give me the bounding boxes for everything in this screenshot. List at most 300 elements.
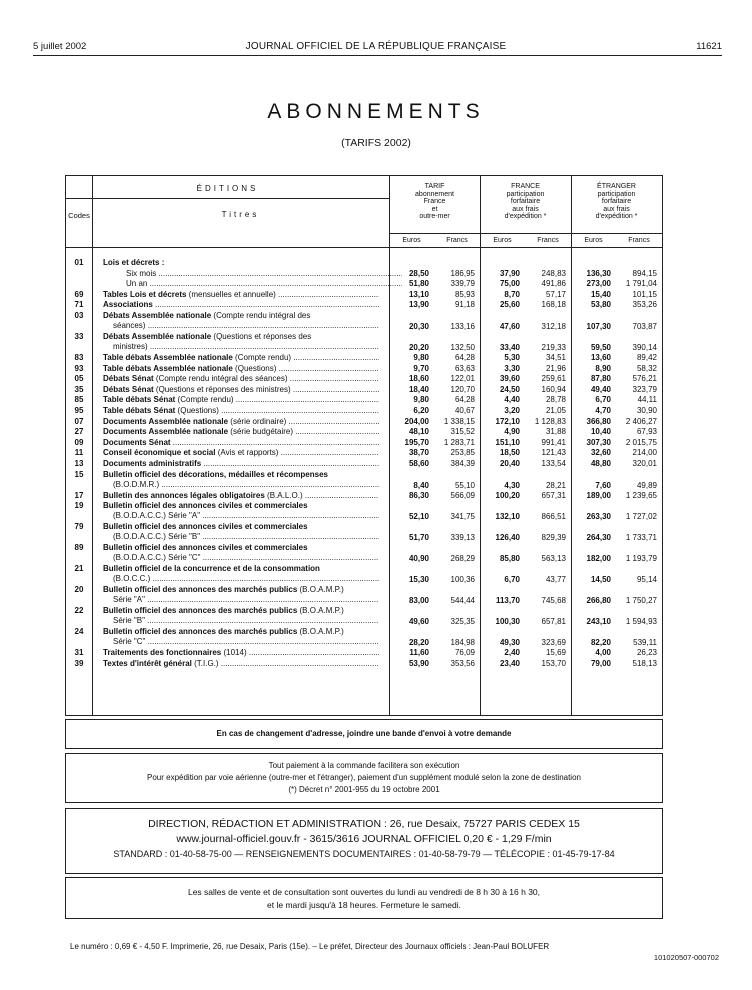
row-title — [103, 438, 379, 447]
price-euros: 86,30 — [408, 490, 429, 500]
price-euros: 113,70 — [495, 596, 520, 606]
row-title — [103, 395, 379, 404]
price-francs: 133,16 — [450, 322, 475, 331]
price-francs: 253,85 — [450, 448, 475, 458]
direction-address: DIRECTION, RÉDACTION ET ADMINISTRATION : 26, rue Desaix, 75727 PARIS CEDEX 15 — [148, 818, 580, 830]
row-title-bold: Conseil économique et social — [103, 448, 216, 458]
row-title — [103, 448, 379, 457]
tariff-table — [65, 175, 663, 716]
price-euros: 4,70 — [595, 406, 611, 415]
table-row — [66, 374, 662, 385]
row-title — [103, 311, 379, 331]
price-francs: 58,32 — [636, 363, 657, 373]
row-title — [126, 269, 402, 278]
price-francs: 2 015,75 — [625, 437, 657, 447]
price-euros: 40,90 — [408, 554, 429, 564]
price-euros: 4,00 — [595, 648, 611, 658]
table-row — [66, 627, 662, 648]
price-francs: 153,70 — [541, 658, 566, 668]
price-francs: 1 733,71 — [625, 533, 657, 543]
row-title-text: (Questions) — [175, 406, 219, 415]
price-francs: 91,18 — [454, 300, 475, 310]
tarif-header: TARIF abonnement France et outre-mer — [415, 183, 454, 220]
price-euros: 4,30 — [504, 480, 520, 490]
row-title-bold: Documents Sénat — [103, 437, 171, 447]
row-code: 19 — [74, 501, 84, 511]
price-euros: 51,80 — [408, 279, 429, 289]
price-euros: 15,30 — [408, 575, 429, 585]
table-row — [66, 332, 662, 353]
row-title-text: (Compte rendu intégral des séances) — [153, 374, 288, 384]
titres-header: Titres — [221, 210, 260, 219]
row-title — [103, 258, 379, 267]
table-row — [66, 491, 662, 502]
row-title-bold: Table débats Assemblée nationale — [103, 363, 233, 373]
price-euros: 100,30 — [495, 617, 520, 627]
price-francs: 85,93 — [454, 289, 475, 299]
price-francs: 544,44 — [450, 596, 475, 606]
price-euros: 24,50 — [499, 384, 520, 394]
row-title-text: (Compte rendu intégral des — [211, 311, 311, 320]
row-title — [103, 659, 379, 668]
row-code: 85 — [74, 395, 84, 405]
price-euros: 82,20 — [590, 638, 611, 648]
price-euros: 47,60 — [499, 322, 520, 331]
row-title-text: (Questions) — [232, 363, 277, 373]
direction-web: www.journal-officiel.gouv.fr - 3615/3616 JOURNAL OFFICIEL 0,20 € - 1,29 F/min — [176, 833, 552, 845]
price-euros: 33,40 — [499, 343, 520, 352]
table-row — [66, 585, 662, 606]
price-euros: 28,20 — [408, 638, 429, 648]
row-code: 79 — [74, 522, 84, 532]
page-subtitle: (TARIFS 2002) — [341, 137, 411, 149]
price-francs: 320,01 — [632, 459, 657, 468]
row-code: 13 — [74, 459, 84, 468]
price-euros: 79,00 — [590, 658, 611, 668]
row-title-continuation: (B.O.D.A.C.C.) Série "B" — [113, 532, 201, 542]
price-euros: 39,60 — [499, 374, 520, 384]
price-euros: 9,80 — [413, 395, 429, 405]
price-euros: 14,50 — [590, 575, 611, 585]
price-francs: 248,83 — [541, 268, 566, 278]
row-code: 21 — [74, 564, 84, 574]
price-francs: 1 791,04 — [625, 279, 657, 289]
price-euros: 151,10 — [495, 437, 520, 447]
row-title-continuation: séances) — [113, 321, 146, 330]
price-euros: 264,30 — [586, 533, 611, 543]
price-euros: 20,30 — [408, 322, 429, 331]
row-title-text: (B.O.A.M.P.) — [297, 585, 344, 595]
direction-phones: STANDARD : 01-40-58-75-00 — RENSEIGNEMENTS DOCUMENTAIRES : 01-40-58-79-79 — TÉLÉCOPIE : 01-45-79-17-84 — [113, 849, 615, 859]
row-title-bold: Débats Assemblée nationale — [103, 311, 212, 320]
price-euros: 49,30 — [499, 638, 520, 648]
decree-line: (*) Décret n° 2001-955 du 19 octobre 2001 — [288, 785, 440, 794]
row-title-text: (T.I.G.) — [191, 658, 219, 668]
price-francs: 64,28 — [454, 353, 475, 362]
price-euros: 100,20 — [495, 490, 520, 500]
row-title-bold: Lois et décrets : — [103, 258, 165, 267]
price-euros: 3,20 — [504, 406, 520, 415]
price-euros: 189,00 — [586, 490, 611, 500]
table-row — [66, 501, 662, 522]
price-euros: 195,70 — [404, 437, 429, 447]
header-rule — [33, 55, 722, 56]
price-francs: 101,15 — [632, 289, 657, 299]
row-title — [103, 459, 379, 468]
price-euros: 172,10 — [495, 416, 520, 426]
table-row — [66, 564, 662, 585]
row-title-bold: Bulletin officiel des annonces des marchés publics — [103, 606, 298, 616]
unit-francs: Francs — [537, 237, 559, 244]
row-title-text: (série ordinaire) — [228, 416, 287, 426]
row-title-text: (Questions et réponses des — [211, 332, 312, 341]
etranger-header: ÉTRANGER participation forfaitaire aux frais d'expédition * — [595, 183, 638, 220]
price-francs: 268,29 — [450, 554, 475, 564]
price-francs: 26,23 — [636, 648, 657, 658]
row-title — [103, 543, 379, 563]
price-euros: 6,20 — [413, 406, 429, 415]
price-euros: 87,80 — [590, 374, 611, 384]
price-euros: 20,20 — [408, 343, 429, 352]
table-row — [66, 353, 662, 364]
table-row — [66, 258, 662, 269]
price-francs: 1 193,79 — [625, 554, 657, 564]
table-row — [66, 427, 662, 438]
row-title-bold: Bulletin officiel des annonces des marchés publics — [103, 627, 298, 637]
row-title — [126, 279, 402, 288]
row-title — [103, 427, 379, 436]
price-euros: 182,00 — [586, 554, 611, 564]
price-francs: 1 750,27 — [625, 596, 657, 606]
row-code: 03 — [74, 311, 84, 320]
price-euros: 107,30 — [586, 322, 611, 331]
price-euros: 263,30 — [586, 512, 611, 522]
price-francs: 28,78 — [545, 395, 566, 405]
row-title-text: (série budgétaire) — [228, 427, 293, 437]
price-euros: 49,60 — [408, 617, 429, 627]
row-title-bold: Bulletin officiel des annonces des marchés publics — [103, 585, 298, 595]
payment-line: Pour expédition par voie aérienne (outre-mer et l'étranger), paiement d'un supplément modulé selon la zone de destination — [147, 773, 581, 782]
price-euros: 25,60 — [499, 300, 520, 310]
price-euros: 18,40 — [408, 384, 429, 394]
price-euros: 37,90 — [499, 268, 520, 278]
price-francs: 133,54 — [541, 459, 566, 468]
price-euros: 9,70 — [413, 363, 429, 373]
row-title-bold: Débats Assemblée nationale — [103, 332, 212, 341]
price-francs: 866,51 — [541, 512, 566, 522]
price-francs: 89,42 — [636, 353, 657, 362]
row-code: 93 — [74, 363, 84, 373]
header-date: 5 juillet 2002 — [33, 41, 87, 52]
row-divider — [389, 233, 662, 234]
row-title — [103, 406, 379, 415]
price-francs: 259,61 — [541, 374, 566, 384]
row-title-bold: Textes d'intérêt général — [103, 658, 192, 668]
price-euros: 23,40 — [499, 658, 520, 668]
price-euros: 7,60 — [595, 480, 611, 490]
row-title-text: Six mois — [126, 268, 157, 278]
table-row — [66, 279, 662, 290]
table-row — [66, 648, 662, 659]
payment-line: Tout paiement à la commande facilitera son exécution — [268, 761, 460, 770]
row-code: 71 — [74, 300, 84, 310]
price-francs: 1 727,02 — [625, 512, 657, 522]
row-title-continuation: Série "C" — [113, 637, 146, 647]
price-francs: 219,33 — [541, 343, 566, 352]
row-title — [103, 374, 379, 383]
price-francs: 312,18 — [541, 322, 566, 331]
row-title-text: (mensuelles et annuelle) — [186, 289, 276, 299]
price-euros: 13,10 — [408, 289, 429, 299]
sales-line: et le mardi jusqu'à 18 heures. Fermeture le samedi. — [267, 900, 461, 910]
price-francs: 1 338,15 — [443, 416, 475, 426]
price-francs: 703,87 — [632, 322, 657, 331]
page-title: ABONNEMENTS — [267, 100, 485, 123]
france-header: FRANCE participation forfaitaire aux frais d'expédition * — [504, 183, 547, 220]
row-code: 95 — [74, 406, 84, 415]
price-francs: 341,75 — [450, 512, 475, 522]
editions-header: ÉDITIONS — [196, 184, 259, 193]
price-francs: 21,96 — [545, 363, 566, 373]
row-title — [103, 648, 379, 657]
table-row — [66, 470, 662, 491]
sales-hours-box — [65, 877, 663, 919]
unit-francs: Francs — [446, 237, 468, 244]
row-code: 27 — [74, 427, 84, 437]
price-euros: 11,60 — [409, 648, 429, 658]
row-title — [103, 300, 379, 309]
price-francs: 121,43 — [541, 448, 566, 458]
price-francs: 353,26 — [632, 300, 657, 310]
row-code: 33 — [74, 332, 84, 341]
price-francs: 384,39 — [450, 459, 475, 468]
row-title — [103, 606, 379, 626]
row-title — [103, 491, 379, 500]
row-title-text: (Questions et réponses des ministres) — [153, 384, 291, 394]
row-title-continuation: (B.O.D.M.R.) — [113, 479, 160, 489]
price-euros: 307,30 — [586, 437, 611, 447]
direction-box — [65, 808, 663, 874]
row-title-bold: Débats Sénat — [103, 374, 154, 384]
row-title-bold: Documents Assemblée nationale — [103, 427, 229, 437]
row-title-text: (Compte rendu) — [232, 353, 292, 362]
price-euros: 48,10 — [408, 427, 429, 437]
row-divider — [66, 198, 389, 199]
price-francs: 1 594,93 — [625, 617, 657, 627]
row-code: 35 — [74, 384, 84, 394]
price-euros: 58,60 — [408, 459, 429, 468]
row-code: 01 — [74, 258, 84, 267]
row-title — [103, 364, 379, 373]
row-code: 69 — [74, 289, 84, 299]
row-title-continuation: (B.O.D.A.C.C.) Série "C" — [113, 553, 201, 563]
row-title-bold: Documents Assemblée nationale — [103, 416, 229, 426]
row-title-bold: Documents administratifs — [103, 459, 202, 468]
price-francs: 325,35 — [450, 617, 475, 627]
row-code: 20 — [74, 585, 84, 595]
row-title-bold: Table débats Sénat — [103, 406, 176, 415]
price-francs: 657,31 — [541, 490, 566, 500]
price-euros: 9,80 — [413, 353, 429, 362]
row-title — [103, 332, 379, 352]
price-euros: 51,70 — [408, 533, 429, 543]
price-euros: 8,70 — [504, 289, 520, 299]
price-euros: 59,50 — [590, 343, 611, 352]
row-title — [103, 564, 379, 584]
table-row — [66, 395, 662, 406]
price-francs: 1 239,65 — [625, 490, 657, 500]
price-francs: 57,17 — [545, 289, 566, 299]
price-francs: 657,81 — [541, 617, 566, 627]
row-title — [103, 290, 379, 299]
price-euros: 85,80 — [499, 554, 520, 564]
price-euros: 53,90 — [408, 658, 429, 668]
price-francs: 76,09 — [454, 648, 475, 658]
row-title — [103, 627, 379, 647]
price-francs: 43,77 — [545, 575, 566, 585]
row-title-bold: Bulletin officiel des annonces civiles et commerciales — [103, 543, 308, 553]
price-francs: 100,36 — [450, 575, 475, 585]
price-francs: 184,98 — [450, 638, 475, 648]
price-francs: 323,69 — [541, 638, 566, 648]
row-title-continuation: ministres) — [113, 342, 148, 351]
codes-header: Codes — [68, 211, 90, 220]
price-francs: 55,10 — [454, 480, 475, 490]
row-title-bold: Bulletin des annonces légales obligatoires — [103, 490, 265, 500]
row-title-text: (B.O.A.M.P.) — [297, 627, 344, 637]
row-code: 24 — [74, 627, 84, 637]
row-title-bold: Tables Lois et décrets — [103, 289, 187, 299]
table-row — [66, 364, 662, 375]
price-francs: 95,14 — [636, 575, 657, 585]
row-title — [103, 522, 379, 542]
table-row — [66, 438, 662, 449]
table-row — [66, 659, 662, 670]
row-title-bold: Débats Sénat — [103, 384, 154, 394]
price-francs: 2 406,27 — [625, 416, 657, 426]
price-euros: 136,30 — [586, 268, 611, 278]
price-euros: 53,80 — [590, 300, 611, 310]
price-francs: 991,41 — [541, 437, 566, 447]
price-euros: 2,40 — [504, 648, 520, 658]
price-francs: 563,13 — [541, 554, 566, 564]
unit-euros: Euros — [402, 237, 421, 244]
price-francs: 34,51 — [545, 353, 566, 362]
row-title-bold: Bulletin officiel des décorations, médailles et récompenses — [103, 469, 328, 479]
page-number: 11621 — [696, 41, 722, 52]
unit-euros: Euros — [493, 237, 512, 244]
price-francs: 214,00 — [632, 448, 657, 458]
price-euros: 10,40 — [590, 427, 611, 437]
table-row — [66, 448, 662, 459]
price-francs: 15,69 — [545, 648, 566, 658]
price-francs: 49,89 — [636, 480, 657, 490]
address-notice — [65, 719, 663, 749]
price-euros: 13,90 — [408, 300, 429, 310]
row-title-continuation: Série "A" — [113, 595, 145, 605]
row-code: 39 — [74, 658, 84, 668]
price-euros: 13,60 — [590, 353, 611, 362]
price-francs: 539,11 — [633, 638, 657, 648]
row-title-bold: Associations — [103, 300, 153, 310]
price-francs: 566,09 — [450, 490, 475, 500]
row-code: 05 — [74, 374, 84, 384]
row-title-text: (Avis et rapports) — [215, 448, 279, 458]
table-row — [66, 459, 662, 470]
row-title-bold: Traitements des fonctionnaires — [103, 648, 222, 658]
price-euros: 4,90 — [504, 427, 520, 437]
row-title — [103, 353, 379, 362]
price-euros: 273,00 — [586, 279, 611, 289]
price-francs: 353,56 — [450, 658, 475, 668]
price-francs: 576,21 — [632, 374, 657, 384]
price-francs: 28,21 — [545, 480, 566, 490]
price-euros: 8,90 — [595, 363, 611, 373]
price-francs: 122,01 — [450, 374, 475, 384]
price-francs: 160,94 — [541, 384, 566, 394]
row-title-bold: Bulletin officiel des annonces civiles et commerciales — [103, 501, 308, 511]
price-euros: 132,10 — [495, 512, 520, 522]
price-euros: 5,30 — [504, 353, 520, 362]
row-code: 07 — [74, 416, 84, 426]
table-row — [66, 417, 662, 428]
price-euros: 38,70 — [408, 448, 429, 458]
price-euros: 243,10 — [586, 617, 611, 627]
sales-line: Les salles de vente et de consultation sont ouvertes du lundi au vendredi de 8 h 30 à 16 h 30, — [187, 887, 541, 897]
price-euros: 3,30 — [504, 363, 520, 373]
row-title — [103, 385, 379, 394]
price-francs: 21,05 — [545, 406, 566, 415]
price-euros: 28,50 — [408, 268, 429, 278]
price-euros: 4,40 — [504, 395, 520, 405]
footer-code: 101020507-000702 — [653, 953, 719, 962]
row-code: 89 — [74, 543, 84, 553]
price-francs: 829,39 — [541, 533, 566, 543]
price-francs: 518,13 — [632, 658, 657, 668]
price-francs: 1 128,83 — [534, 416, 566, 426]
row-title-text: Un an — [126, 279, 148, 289]
price-euros: 8,40 — [413, 480, 429, 490]
price-francs: 44,11 — [637, 395, 657, 405]
price-francs: 40,67 — [454, 406, 475, 415]
table-row — [66, 522, 662, 543]
row-title-bold: Table débats Sénat — [103, 395, 176, 405]
price-francs: 31,88 — [545, 427, 566, 437]
price-euros: 18,60 — [408, 374, 429, 384]
price-francs: 120,70 — [450, 384, 475, 394]
table-row — [66, 385, 662, 396]
price-euros: 49,40 — [590, 384, 611, 394]
row-title-continuation: (B.O.D.A.C.C.) Série "A" — [113, 511, 201, 521]
price-euros: 48,80 — [590, 459, 611, 468]
row-title — [103, 501, 379, 521]
price-francs: 168,18 — [541, 300, 566, 310]
row-title-bold: Bulletin officiel des annonces civiles et commerciales — [103, 522, 308, 532]
row-title-text: (B.O.A.M.P.) — [297, 606, 344, 616]
table-row — [66, 406, 662, 417]
price-euros: 83,00 — [408, 596, 429, 606]
price-euros: 6,70 — [504, 575, 520, 585]
price-euros: 126,40 — [495, 533, 520, 543]
unit-francs: Francs — [628, 237, 650, 244]
price-francs: 64,28 — [454, 395, 475, 405]
price-francs: 315,52 — [450, 427, 475, 437]
price-euros: 15,40 — [590, 289, 611, 299]
table-row — [66, 606, 662, 627]
price-euros: 20,40 — [499, 459, 520, 468]
price-francs: 491,86 — [541, 279, 566, 289]
table-row — [66, 543, 662, 564]
